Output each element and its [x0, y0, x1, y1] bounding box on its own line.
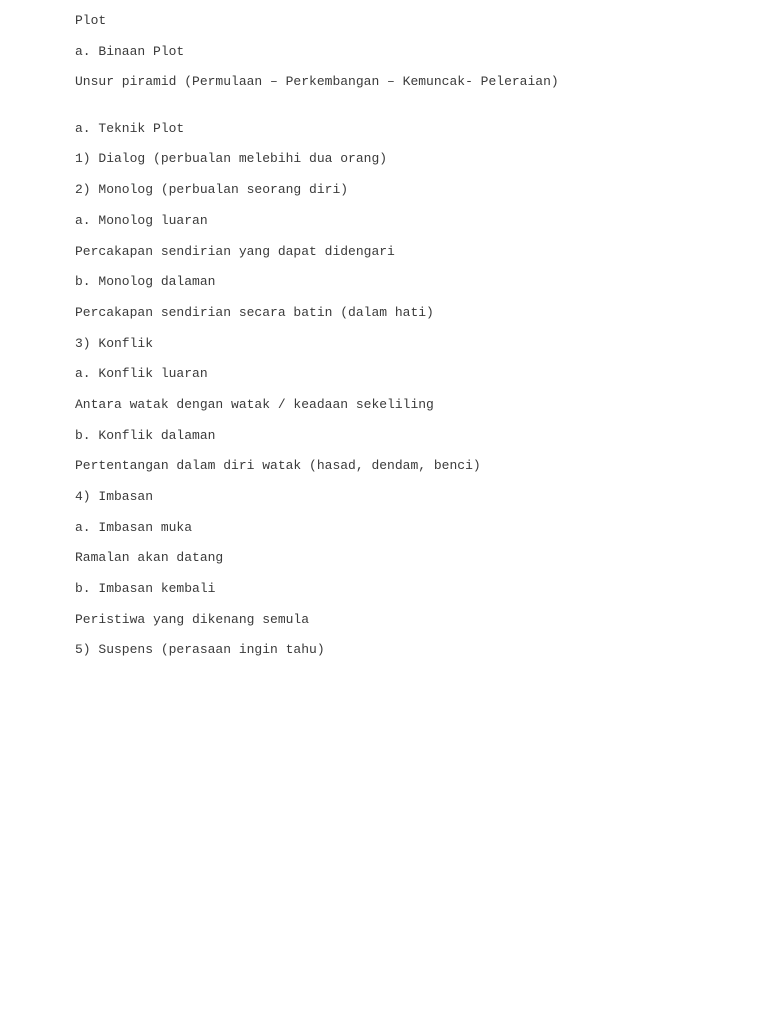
section-heading-binaan-plot: a. Binaan Plot: [75, 44, 185, 59]
sub-item-konflik-dalaman: b. Konflik dalaman: [75, 428, 216, 443]
list-item-dialog: 1) Dialog (perbualan melebihi dua orang): [75, 151, 388, 166]
text-line: Peristiwa yang dikenang semula: [75, 612, 310, 627]
list-item-suspens: 5) Suspens (perasaan ingin tahu): [75, 642, 325, 657]
text-line: Ramalan akan datang: [75, 550, 224, 565]
text-line: Antara watak dengan watak / keadaan sekeliling: [75, 397, 434, 412]
text-line: Pertentangan dalam diri watak (hasad, dendam, benci): [75, 458, 481, 473]
list-item-imbasan: 4) Imbasan: [75, 489, 154, 504]
list-item-konflik: 3) Konflik: [75, 336, 154, 351]
section-heading-teknik-plot: a. Teknik Plot: [75, 121, 185, 136]
text-line: Percakapan sendirian yang dapat didengari: [75, 244, 395, 259]
sub-item-konflik-luaran: a. Konflik luaran: [75, 366, 208, 381]
text-line: Percakapan sendirian secara batin (dalam hati): [75, 305, 434, 320]
sub-item-monolog-luaran: a. Monolog luaran: [75, 213, 208, 228]
list-item-monolog: 2) Monolog (perbualan seorang diri): [75, 182, 349, 197]
sub-item-imbasan-kembali: b. Imbasan kembali: [75, 581, 216, 596]
document-title: Plot: [75, 13, 107, 28]
sub-item-imbasan-muka: a. Imbasan muka: [75, 520, 193, 535]
sub-item-monolog-dalaman: b. Monolog dalaman: [75, 274, 216, 289]
text-line: Unsur piramid (Permulaan – Perkembangan – Kemuncak- Peleraian): [75, 74, 559, 89]
